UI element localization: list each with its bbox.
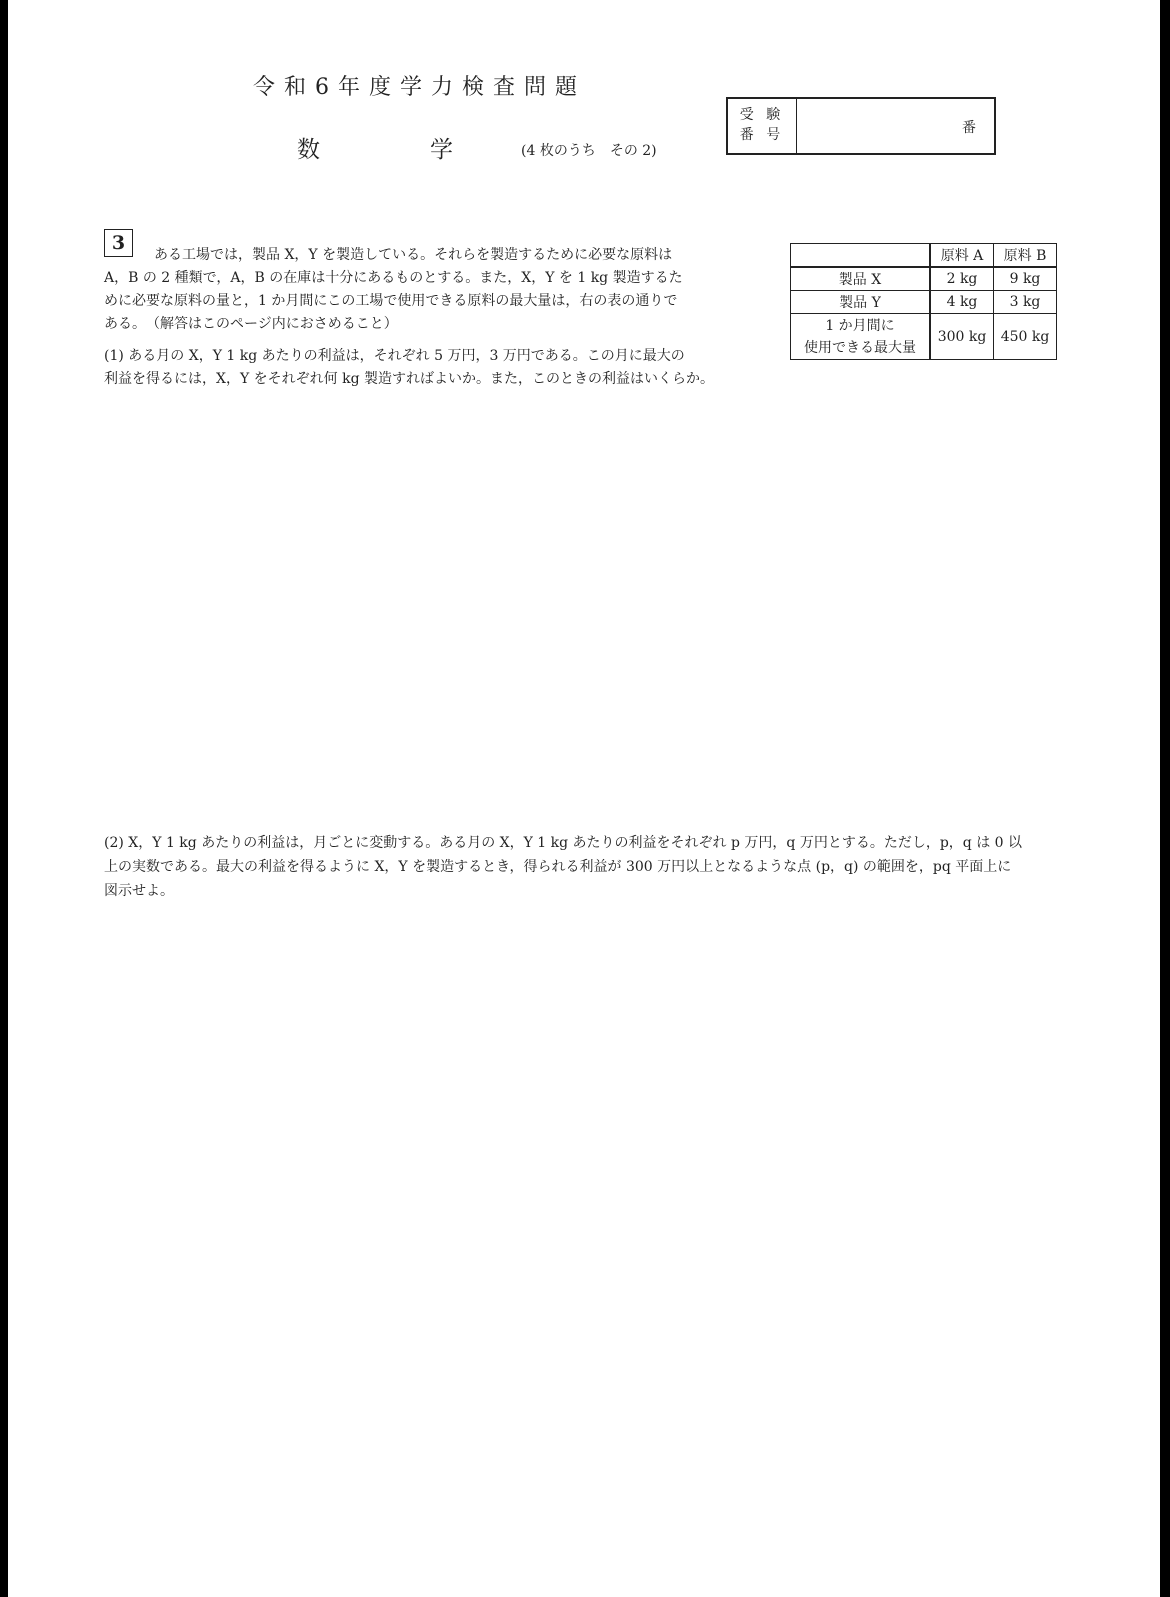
exam-number-label-line1: 受 験 — [739, 107, 785, 123]
sheet-note: (4 枚のうち その 2) — [521, 143, 657, 159]
part1-line: (1) ある月の X，Y 1 kg あたりの利益は，それぞれ 5 万円，3 万円である。この月に最大の — [104, 348, 685, 364]
subject-title-part2: 学 — [430, 137, 453, 163]
table-cell: 3 kg — [994, 291, 1057, 314]
table-row-label: 製品 X — [791, 267, 931, 291]
table-row-label: 製品 Y — [791, 291, 931, 314]
max-label-line2: 使用できる最大量 — [804, 339, 916, 356]
question-intro — [104, 244, 744, 336]
question-number-box: 3 — [104, 229, 133, 257]
part2-line: 上の実数である。最大の利益を得るように X，Y を製造するとき，得られる利益が 300 万円以上となるような点 (p，q) の範囲を，pq 平面上に — [104, 859, 1012, 875]
exam-number-box — [726, 97, 996, 155]
table-header-blank — [791, 244, 931, 268]
question-part-2 — [104, 831, 1022, 903]
exam-number-suffix: 番 — [962, 120, 976, 136]
question-part-1 — [104, 345, 714, 391]
intro-line: めに必要な原料の量と，1 か月間にこの工場で使用できる原料の最大量は，右の表の通りで — [104, 293, 678, 309]
table-row-max — [791, 314, 1057, 360]
exam-number-label-line2: 番 号 — [739, 127, 785, 143]
table-cell: 300 kg — [930, 314, 994, 360]
table-row — [791, 291, 1057, 314]
table-header-cell: 原料 B — [994, 244, 1057, 268]
part2-line: (2) X，Y 1 kg あたりの利益は，月ごとに変動する。ある月の X，Y 1 kg あたりの利益をそれぞれ p 万円，q 万円とする。ただし，p，q は 0 以 — [104, 835, 1023, 851]
exam-page — [8, 0, 1160, 1597]
table-cell: 9 kg — [994, 267, 1057, 291]
table-row-label-max — [791, 314, 931, 360]
exam-number-label — [728, 99, 797, 153]
materials-table — [790, 243, 1057, 360]
table-cell: 2 kg — [930, 267, 994, 291]
exam-title: 令和6年度学力検査問題 — [253, 75, 586, 100]
subject-title-part1: 数 — [297, 137, 320, 163]
intro-line: ある。 （解答はこのページ内におさめること） — [104, 316, 398, 332]
part1-line: 利益を得るには，X，Y をそれぞれ何 kg 製造すればよいか。また，このときの利益はいくらか。 — [104, 371, 715, 387]
intro-line: A，B の 2 種類で，A，B の在庫は十分にあるものとする。また，X，Y を 1 kg 製造するた — [104, 270, 683, 286]
table-cell: 450 kg — [994, 314, 1057, 360]
table-header-row — [791, 244, 1057, 268]
intro-line: ある工場では，製品 X，Y を製造している。それらを製造するために必要な原料は — [154, 247, 673, 263]
table-row — [791, 267, 1057, 291]
table-header-cell: 原料 A — [930, 244, 994, 268]
table-cell: 4 kg — [930, 291, 994, 314]
part2-line: 図示せよ。 — [104, 883, 174, 899]
max-label-line1: 1 か月間に — [825, 317, 895, 334]
exam-number-field[interactable] — [797, 99, 994, 153]
